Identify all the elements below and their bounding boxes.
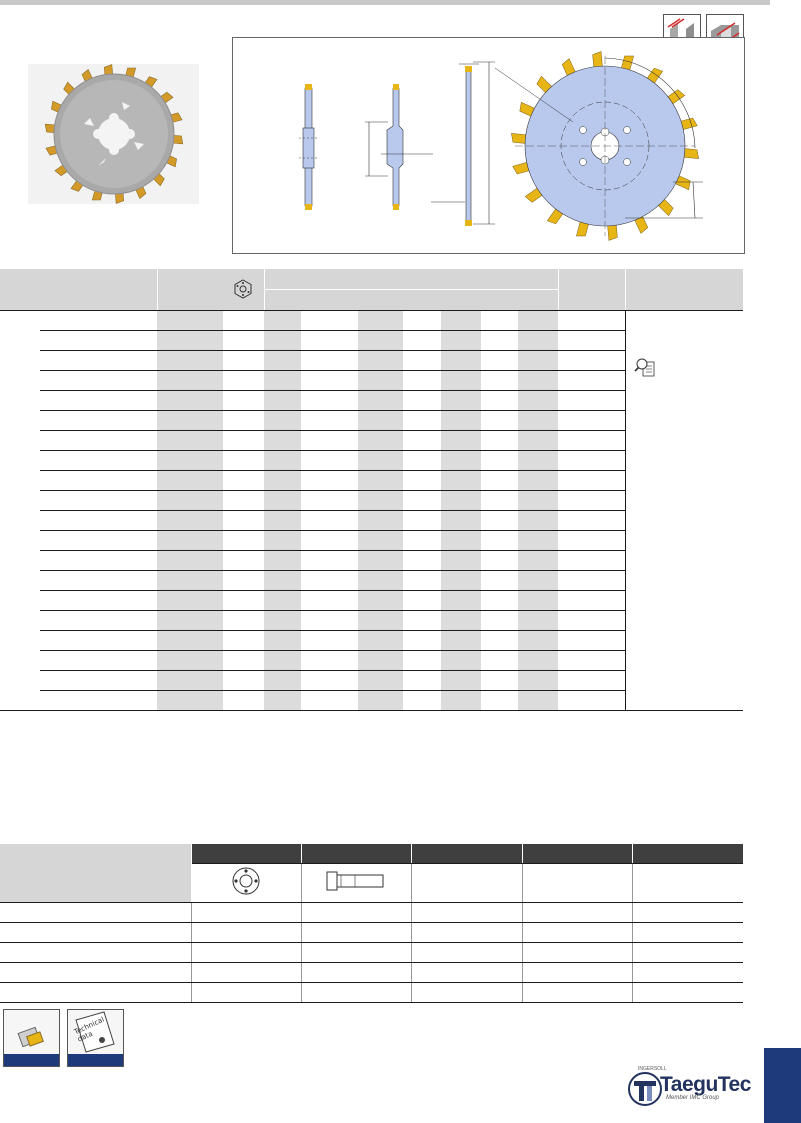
table-row xyxy=(0,311,743,331)
taegutec-logo-icon xyxy=(628,1069,662,1109)
main-spec-table xyxy=(0,269,743,711)
section-tab[interactable] xyxy=(764,1048,801,1123)
brand-tagline: Member IMC Group xyxy=(666,1095,720,1101)
table-row xyxy=(0,903,743,923)
brand-name: TaeguTec xyxy=(660,1073,751,1096)
magnifier-icon[interactable] xyxy=(634,356,656,378)
table-row xyxy=(0,943,743,963)
catalog-thumbnail[interactable] xyxy=(3,1009,60,1067)
technical-manual-thumbnail[interactable] xyxy=(67,1009,124,1067)
table-row xyxy=(0,923,743,943)
technical-drawing xyxy=(232,37,745,254)
inserts-thumbnail-icon xyxy=(4,1010,59,1054)
product-photo xyxy=(28,64,199,204)
hexagon-bore-icon xyxy=(232,278,254,300)
dimension-drawing xyxy=(233,38,744,253)
logo-arc-text: INGERSOLL xyxy=(638,1066,667,1072)
table-row xyxy=(0,983,743,1003)
top-bar xyxy=(0,0,770,5)
flange-icon xyxy=(230,866,262,896)
saw-blade-photo xyxy=(28,64,199,204)
thumbnail-band xyxy=(4,1054,59,1066)
technical-manual-label: Technical data xyxy=(72,1015,106,1044)
thumbnail-band xyxy=(68,1054,123,1066)
accessories-table xyxy=(0,844,743,1003)
arbor-screw-icon xyxy=(325,869,387,893)
table-row xyxy=(0,963,743,983)
